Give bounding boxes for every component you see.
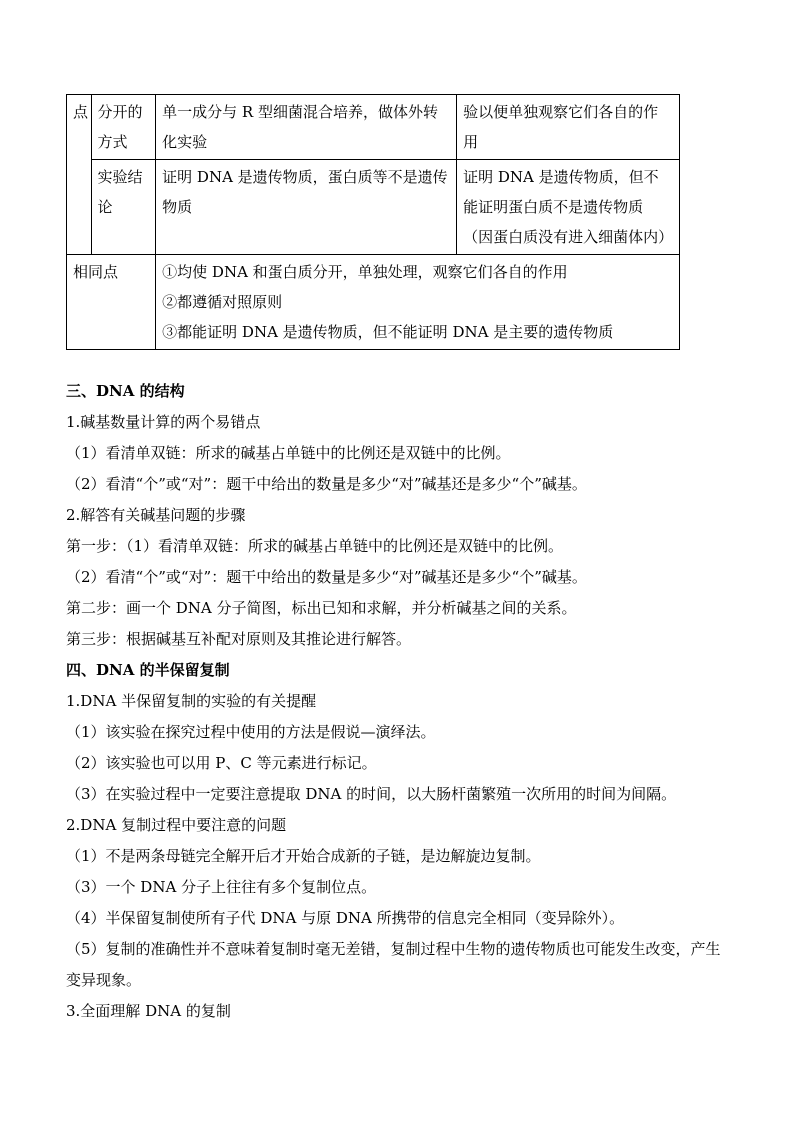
paragraph: （3）一个 DNA 分子上往往有多个复制位点。	[66, 878, 377, 896]
paragraph: （5）复制的准确性并不意味着复制时毫无差错，复制过程中生物的遗传物质也可能发生改变，产生变异现象。	[66, 940, 721, 989]
subheading: 1.碱基数量计算的两个易错点	[66, 413, 261, 431]
table-cell	[156, 255, 680, 350]
section-heading: 四、DNA 的半保留复制	[66, 661, 230, 679]
document-body	[66, 376, 731, 1027]
table-cell: 单一成分与 R 型细菌混合培养，做体外转化实验	[156, 95, 457, 160]
list-item: ②都遵循对照原则	[162, 293, 283, 311]
paragraph: （2）该实验也可以用 P、C 等元素进行标记。	[66, 754, 377, 772]
paragraph: （4）半保留复制使所有子代 DNA 与原 DNA 所携带的信息完全相同（变异除外）。	[66, 909, 625, 927]
paragraph: （2）看清“个”或“对”：题干中给出的数量是多少“对”碱基还是多少“个”碱基。	[66, 568, 587, 586]
comparison-table	[66, 94, 680, 350]
list-item: ①均使 DNA 和蛋白质分开，单独处理，观察它们各自的作用	[162, 263, 568, 281]
paragraph: （1）不是两条母链完全解开后才开始合成新的子链，是边解旋边复制。	[66, 847, 541, 865]
subheading: 2.DNA 复制过程中要注意的问题	[66, 816, 287, 834]
paragraph: （2）看清“个”或“对”：题干中给出的数量是多少“对”碱基还是多少“个”碱基。	[66, 475, 587, 493]
table-cell: 证明 DNA 是遗传物质，但不能证明蛋白质不是遗传物质（因蛋白质没有进入细菌体内）	[457, 160, 680, 255]
table-cell: 证明 DNA 是遗传物质，蛋白质等不是遗传物质	[156, 160, 457, 255]
paragraph: 第二步：画一个 DNA 分子简图，标出已知和求解，并分析碱基之间的关系。	[66, 599, 577, 617]
paragraph: （1）该实验在探究过程中使用的方法是假说—演绎法。	[66, 723, 436, 741]
table-row	[67, 160, 680, 255]
table-row	[67, 255, 680, 350]
paragraph: （1）看清单双链：所求的碱基占单链中的比例还是双链中的比例。	[66, 444, 511, 462]
subheading: 3.全面理解 DNA 的复制	[66, 1002, 231, 1020]
subheading: 1.DNA 半保留复制的实验的有关提醒	[66, 692, 317, 710]
section-heading: 三、DNA 的结构	[66, 382, 185, 400]
paragraph: 第三步：根据碱基互补配对原则及其推论进行解答。	[66, 630, 412, 648]
subheading: 2.解答有关碱基问题的步骤	[66, 506, 246, 524]
row-header-cell: 点	[67, 95, 92, 255]
sub-header-cell: 实验结论	[91, 160, 156, 255]
table-cell: 验以便单独观察它们各自的作用	[457, 95, 680, 160]
sub-header-cell: 分开的方式	[91, 95, 156, 160]
table-row	[67, 95, 680, 160]
paragraph: （3）在实验过程中一定要注意提取 DNA 的时间，以大肠杆菌繁殖一次所用的时间为间隔。	[66, 785, 677, 803]
comparison-table-section	[66, 94, 680, 350]
list-item: ③都能证明 DNA 是遗传物质，但不能证明 DNA 是主要的遗传物质	[162, 323, 614, 341]
paragraph: 第一步：（1）看清单双链：所求的碱基占单链中的比例还是双链中的比例。	[66, 537, 564, 555]
row-header-cell: 相同点	[67, 255, 156, 350]
